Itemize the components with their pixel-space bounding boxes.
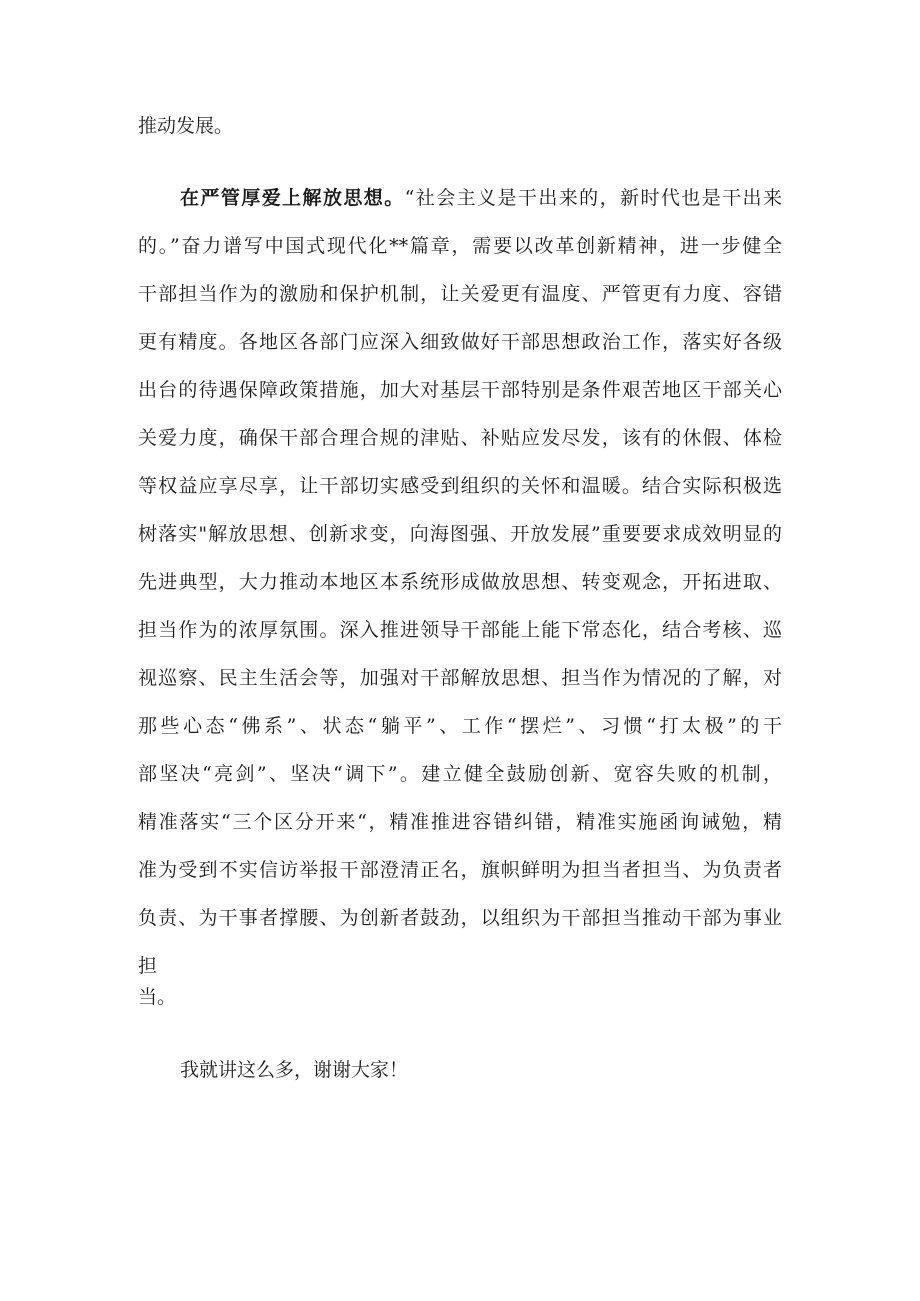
paragraph-line: 准为受到不实信访举报干部澄清正名，旗帜鲜明为担当者担当、为负责者 (138, 859, 782, 881)
paragraph-line: 等权益应享尽享，让干部切实感受到组织的关怀和温暖。结合实际积极选 (138, 475, 782, 497)
paragraph-first-line-text: “社会主义是干出来的，新时代也是干出来 (404, 187, 782, 209)
paragraph-line: 出台的待遇保障政策措施，加大对基层干部特别是条件艰苦地区干部关心 (138, 379, 782, 401)
paragraph-line: 那些心态“佛系”、状态“躺平”、工作“摆烂”、习惯“打太极”的干 (138, 715, 782, 737)
paragraph-line: 的。”奋力谱写中国式现代化**篇章，需要以改革创新精神，进一步健全 (138, 235, 782, 257)
paragraph-line: 先进典型，大力推动本地区本系统形成做放思想、转变观念，开拓进取、 (138, 571, 782, 593)
paragraph-line: 关爱力度，确保干部合理合规的津贴、补贴应发尽发，该有的休假、体检 (138, 427, 782, 449)
paragraph-line: 担当作为的浓厚氛围。深入推进领导干部能上能下常态化，结合考核、巡 (138, 619, 782, 641)
paragraph-line: 树落实"解放思想、创新求变，向海图强、开放发展”重要要求成效明显的 (138, 523, 782, 545)
intro-tail-line: 推动发展。 (138, 115, 234, 137)
paragraph-line: 精准落实“三个区分开来“，精准推进容错纠错，精准实施函询诫勉，精 (138, 811, 782, 833)
paragraph-first-line (180, 179, 782, 217)
paragraph-heading: 在严管厚爱上解放思想。 (180, 187, 405, 209)
paragraph-line: 当。 (138, 986, 177, 1008)
paragraph-line: 干部担当作为的激励和保护机制，让关爱更有温度、严管更有力度、容错 (138, 283, 782, 305)
paragraph-line: 更有精度。各地区各部门应深入细致做好干部思想政治工作，落实好各级 (138, 331, 782, 353)
paragraph-line: 部坚决“亮剑”、坚决“调下”。建立健全鼓励创新、宽容失败的机制， (138, 763, 782, 785)
paragraph-line: 视巡察、民主生活会等，加强对干部解放思想、担当作为情况的了解，对 (138, 667, 782, 689)
paragraph-line: 负责、为干事者撑腰、为创新者鼓劲，以组织为干部担当推动干部为事业 (138, 907, 782, 929)
paragraph-line: 担 (138, 955, 158, 977)
closing-remark: 我就讲这么多，谢谢大家！ (180, 1059, 409, 1081)
